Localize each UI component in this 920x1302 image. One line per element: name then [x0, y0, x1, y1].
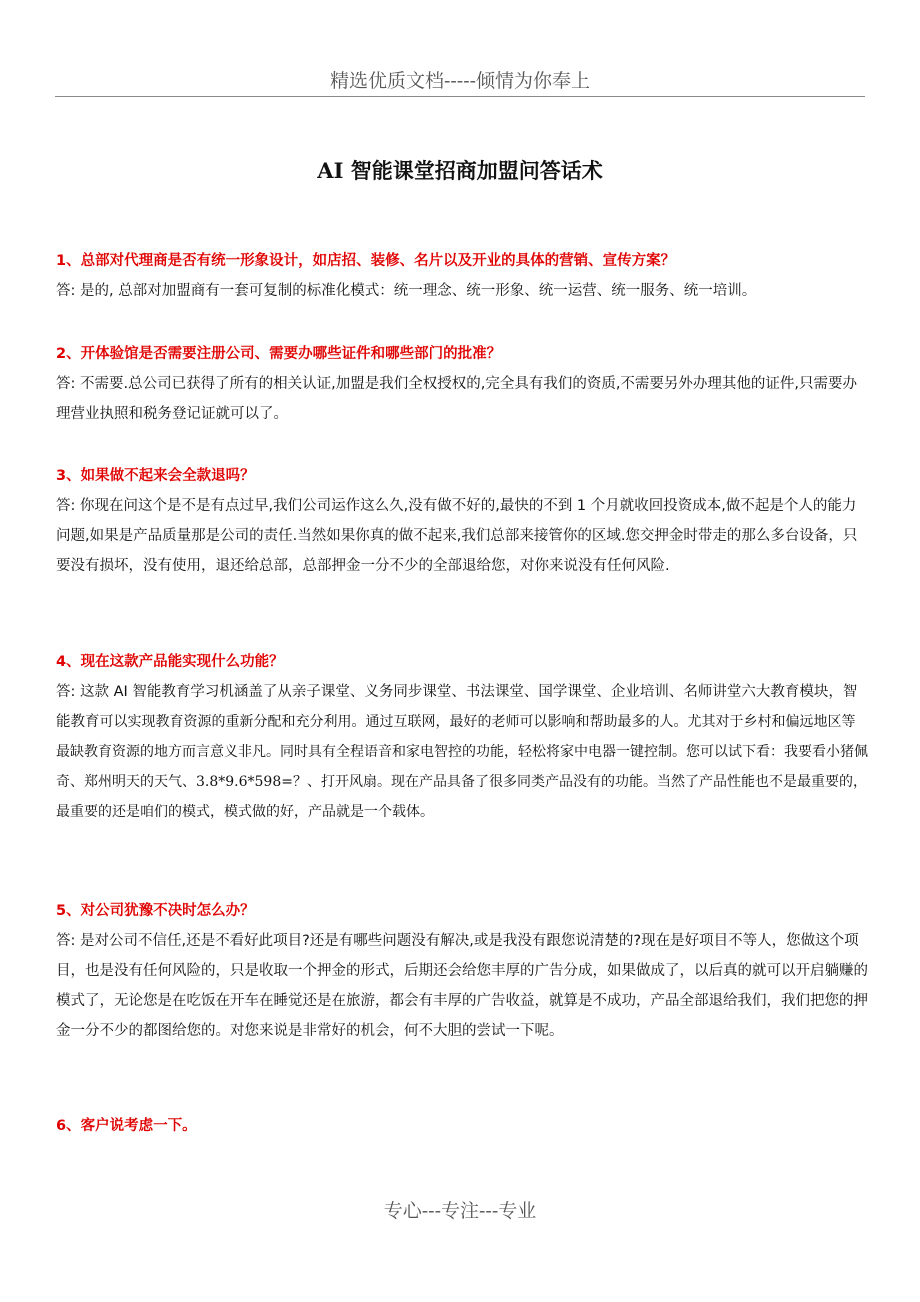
qa-item-5	[56, 896, 868, 1046]
question-1: 1、总部对代理商是否有统一形象设计，如店招、装修、名片以及开业的具体的营销、宣传方案？	[56, 253, 676, 269]
qa-item-4	[56, 647, 868, 827]
answer-4	[56, 677, 868, 827]
page-header: 精选优质文档-----倾情为你奉上	[329, 70, 591, 92]
answer-5: 答: 是对公司不信任,还是不看好此项目?还是有哪些问题没有解决,或是我没有跟您说清楚的?现在是好项目不等人，您做这个项目，也是没有任何风险的，只是收取一个押金的形式，后期还会给您丰厚的广告分成，如果做成了，以后真的就可以开启躺赚的模式了，无论您是在吃饭在开车在睡觉还是在旅游，都会有丰厚的广告收益，就算是不成功，产品全部退给我们，我们把您的押金一分不少的都图给您的。对您来说是非常好的机会，何不大胆的尝试一下呢。	[56, 933, 868, 1039]
question-5: 5、对公司犹豫不决时怎么办？	[56, 903, 255, 919]
question-6: 6、客户说考虑一下。	[56, 1118, 197, 1134]
page-footer: 专心---专注---专业	[383, 1200, 537, 1222]
question-4: 4、现在这款产品能实现什么功能？	[56, 654, 284, 670]
question-3: 3、如果做不起来会全款退吗？	[56, 468, 255, 484]
answer-1: 答: 是的, 总部对加盟商有一套可复制的标准化模式：统一理念、统一形象、统一运营、统一服务、统一培训。	[56, 283, 757, 299]
answer-4-continuation: 可以实现教育资源的重新分配和充分利用。通过互联网，最好的老师可以影响和帮助最多的人。尤其对于乡村和偏远地区等最缺教育资源的地方而言意义非凡。同时具有全程语音和家电智控的功能，轻松将家中电器一键控制。您可以试下看：我要看小猪佩奇、郑州明天的天气、3.8*9.6*598=？、打开风扇。现在产品具备了很多同类产品没有的功能。当然了产品性能也不是最重要的，最重要的还是咱们的模式，模式做的好，产品就是一个载体。	[56, 714, 868, 820]
qa-item-2	[56, 339, 868, 429]
header-divider	[55, 96, 865, 97]
answer-4-lead: 答: 这款 AI 智能教育学习机涵盖了从亲子课堂、义务同步课堂、书法课堂、国学课堂、企业培训、名师讲堂六大教育模块，智能教育	[56, 684, 858, 730]
document-title: AI 智能课堂招商加盟问答话术	[317, 158, 603, 183]
qa-item-3	[56, 461, 868, 581]
qa-item-1	[56, 246, 868, 306]
answer-3: 答: 你现在问这个是不是有点过早,我们公司运作这么久,没有做不好的,最快的不到 1 个月就收回投资成本,做不起是个人的能力问题,如果是产品质量那是公司的责任.当然如果你真的做不起来,我们总部来接管你的区域.您交押金时带走的那么多台设备，只要没有损坏，没有使用，退还给总部，总部押金一分不少的全部退给您，对你来说没有任何风险.	[56, 498, 858, 574]
question-2: 2、开体验馆是否需要注册公司、需要办哪些证件和哪些部门的批准？	[56, 346, 502, 362]
qa-item-6	[56, 1111, 868, 1141]
answer-2: 答: 不需要.总公司已获得了所有的相关认证,加盟是我们全权授权的,完全具有我们的资质,不需要另外办理其他的证件,只需要办理营业执照和税务登记证就可以了。	[56, 376, 858, 422]
